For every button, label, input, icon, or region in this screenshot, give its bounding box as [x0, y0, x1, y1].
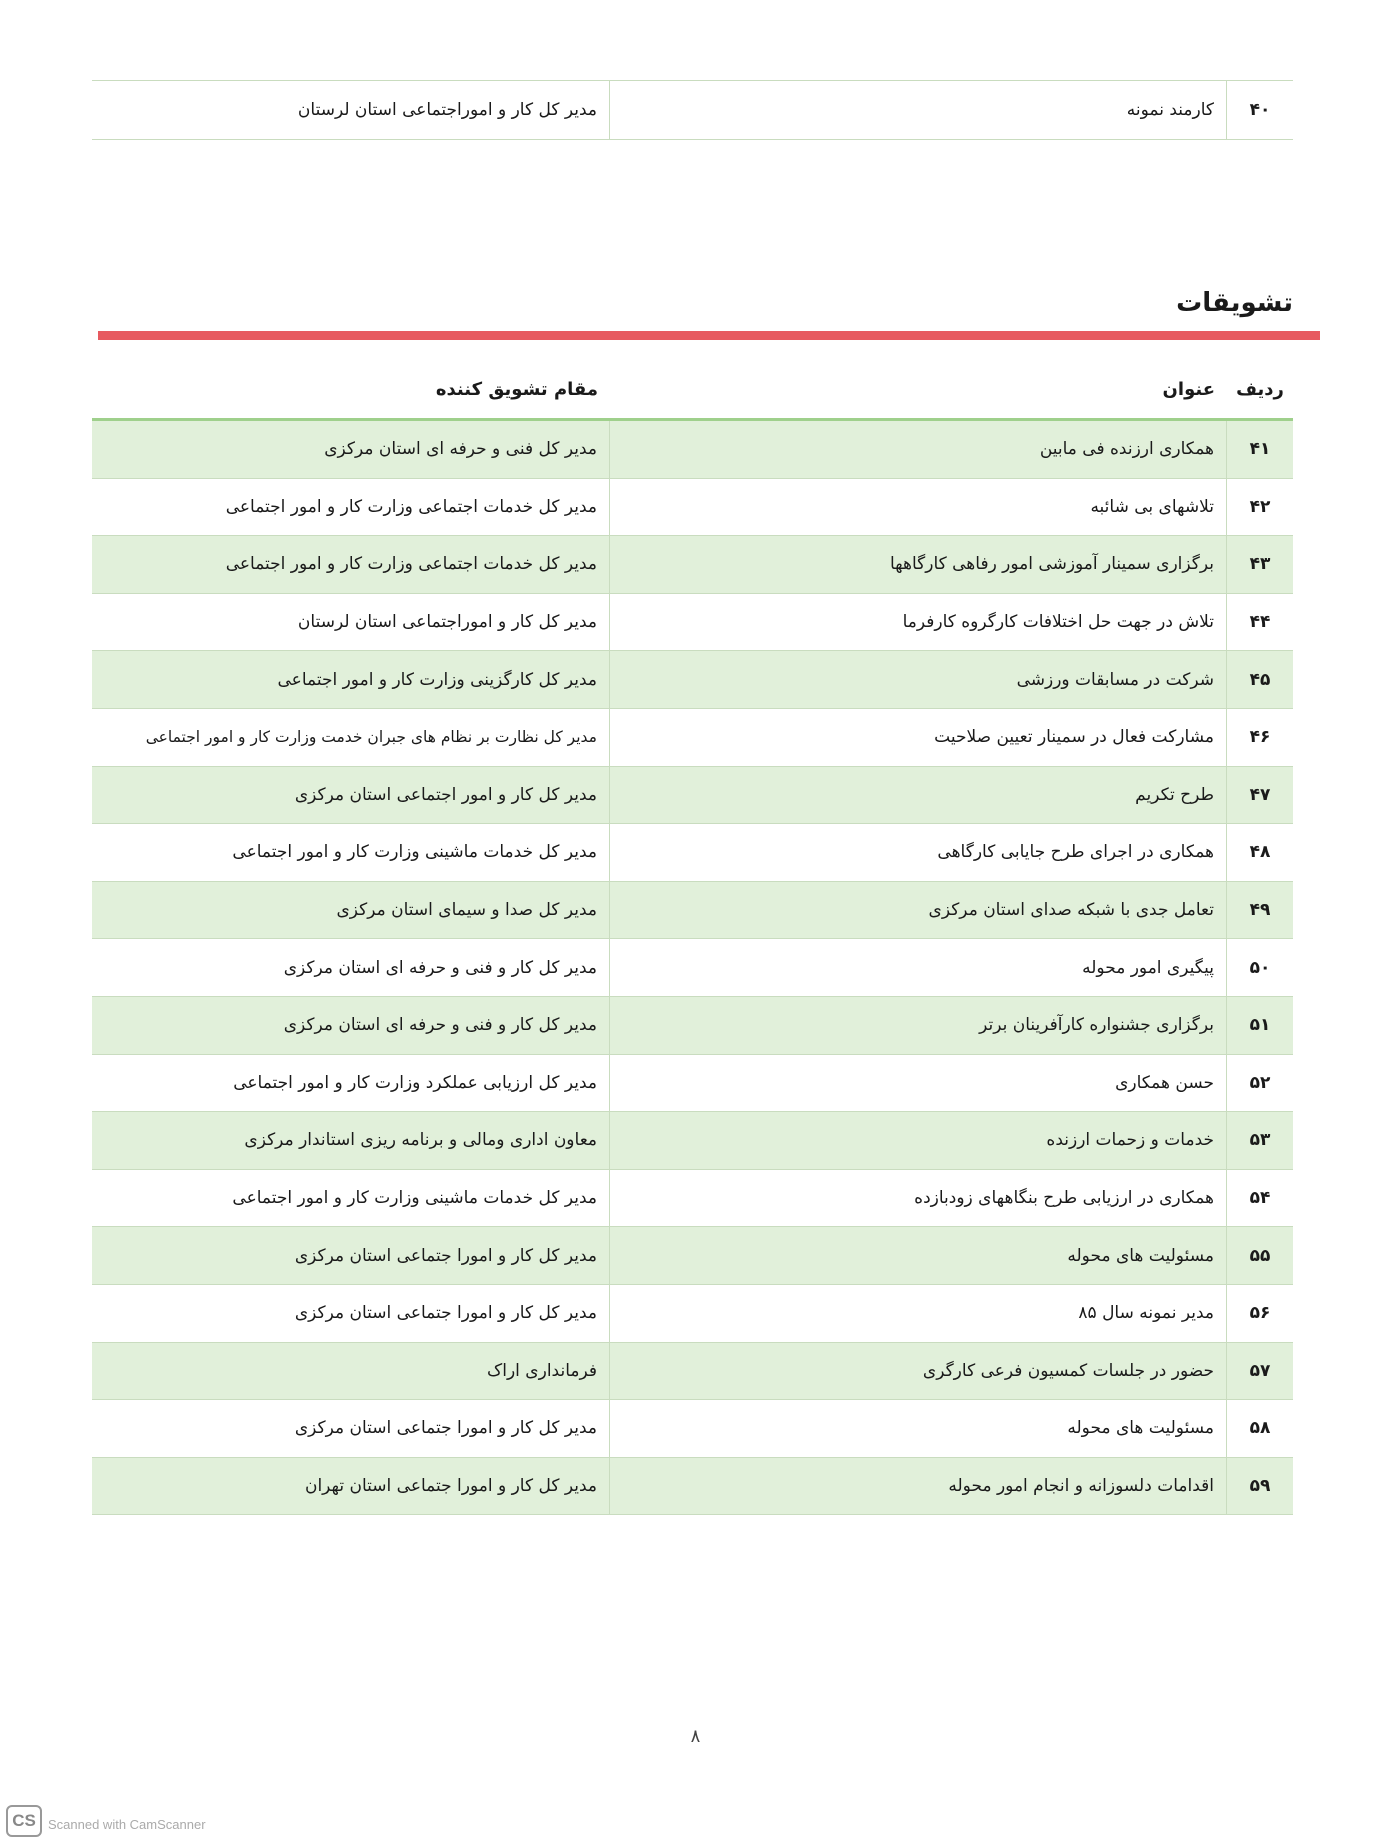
row-authority: مدیر کل کار و امورا جتماعی استان تهران: [304, 1475, 597, 1496]
table-row: [92, 997, 1293, 1055]
table-row: [92, 1170, 1293, 1228]
continued-table-row: [92, 80, 1293, 140]
row-title: تلاشهای بی شائبه: [609, 479, 1226, 536]
row-title: طرح تکریم: [609, 767, 1226, 824]
row-authority: مدیر کل ارزیابی عملکرد وزارت کار و امور اجتماعی: [233, 1072, 597, 1093]
row-authority: مدیر کل کار و فنی و حرفه ای استان مرکزی: [283, 1015, 597, 1036]
table-row: [92, 1112, 1293, 1170]
row-title: حضور در جلسات کمسیون فرعی کارگری: [609, 1343, 1226, 1400]
row-number: ۴۸: [1226, 824, 1293, 881]
row-title: مدیر نمونه سال ۸۵: [609, 1285, 1226, 1342]
row-title: کارمند نمونه: [609, 81, 1226, 139]
row-title: مسئولیت های محوله: [609, 1400, 1226, 1457]
table-row: [92, 1055, 1293, 1113]
table-row: [92, 594, 1293, 652]
row-authority: مدیر کل کار و امور اجتماعی استان مرکزی: [294, 784, 597, 805]
row-authority: مدیر کل فنی و حرفه ای استان مرکزی: [324, 439, 597, 460]
row-title: همکاری در اجرای طرح جایابی کارگاهی: [609, 824, 1226, 881]
row-title: اقدامات دلسوزانه و انجام امور محوله: [609, 1458, 1226, 1515]
row-number: ۴۵: [1226, 651, 1293, 708]
row-authority: مدیر کل کار و اموراجتماعی استان لرستان: [297, 612, 597, 633]
row-number: ۵۸: [1226, 1400, 1293, 1457]
row-number: ۴۹: [1226, 882, 1293, 939]
row-authority: مدیر کل کار و امورا جتماعی استان مرکزی: [294, 1418, 597, 1439]
row-number: ۴۳: [1226, 536, 1293, 593]
table-row: [92, 536, 1293, 594]
row-title: همکاری ارزنده فی مابین: [609, 421, 1226, 478]
row-number: ۵۹: [1226, 1458, 1293, 1515]
row-authority: معاون اداری ومالی و برنامه ریزی استاندار مرکزی: [244, 1130, 597, 1151]
row-authority: مدیر کل کار و فنی و حرفه ای استان مرکزی: [283, 957, 597, 978]
row-authority: مدیر کل خدمات اجتماعی وزارت کار و امور اجتماعی: [225, 554, 597, 575]
table-row: [92, 767, 1293, 825]
table-row: [92, 651, 1293, 709]
commendations-table: [92, 360, 1293, 1515]
row-title: پیگیری امور محوله: [609, 939, 1226, 996]
row-number: ۵۳: [1226, 1112, 1293, 1169]
page-number: ۸: [690, 1726, 701, 1747]
row-title: مشارکت فعال در سمینار تعیین صلاحیت: [609, 709, 1226, 766]
section-title: تشویقات: [1176, 288, 1293, 318]
header-authority: مقام تشویق کننده: [435, 378, 598, 400]
row-number: ۴۴: [1226, 594, 1293, 651]
row-authority: مدیر کل کار و امورا جتماعی استان مرکزی: [294, 1303, 597, 1324]
table-row: [92, 1343, 1293, 1401]
table-row: [92, 1400, 1293, 1458]
row-authority: مدیر کل کارگزینی وزارت کار و امور اجتماعی: [277, 669, 597, 690]
scanner-watermark: Scanned with CamScanner: [48, 1817, 206, 1832]
table-row: [92, 824, 1293, 882]
row-authority: فرمانداری اراک: [487, 1360, 597, 1381]
row-title: تعامل جدی با شبکه صدای استان مرکزی: [609, 882, 1226, 939]
row-authority: مدیر کل خدمات ماشینی وزارت کار و امور اجتماعی: [232, 1188, 597, 1209]
table-row: [92, 1285, 1293, 1343]
header-title: عنوان: [1162, 378, 1215, 400]
row-number: ۵۰: [1226, 939, 1293, 996]
table-header: [92, 360, 1293, 421]
row-title: برگزاری جشنواره کارآفرینان برتر: [609, 997, 1226, 1054]
row-number: ۵۵: [1226, 1227, 1293, 1284]
section-divider: [98, 331, 1320, 340]
row-authority: مدیر کل خدمات اجتماعی وزارت کار و امور اجتماعی: [225, 496, 597, 517]
row-number: ۴۱: [1226, 421, 1293, 478]
camscanner-logo-icon: CS: [6, 1805, 42, 1837]
row-number: ۵۴: [1226, 1170, 1293, 1227]
table-row: [92, 939, 1293, 997]
table-row: [92, 479, 1293, 537]
table-row: [92, 1458, 1293, 1516]
table-row: [92, 882, 1293, 940]
row-number: ۴۰: [1226, 81, 1293, 139]
row-authority: مدیر کل خدمات ماشینی وزارت کار و امور اجتماعی: [232, 842, 597, 863]
table-row: [92, 709, 1293, 767]
row-title: حسن همکاری: [609, 1055, 1226, 1112]
row-title: تلاش در جهت حل اختلافات کارگروه کارفرما: [609, 594, 1226, 651]
row-title: برگزاری سمینار آموزشی امور رفاهی کارگاهها: [609, 536, 1226, 593]
row-authority: مدیر کل نظارت بر نظام های جبران خدمت وزارت کار و امور اجتماعی: [145, 728, 597, 747]
row-authority: مدیر کل کار و اموراجتماعی استان لرستان: [297, 100, 597, 120]
row-authority: مدیر کل صدا و سیمای استان مرکزی: [336, 900, 597, 921]
table-row: [92, 421, 1293, 479]
row-title: خدمات و زحمات ارزنده: [609, 1112, 1226, 1169]
row-authority: مدیر کل کار و امورا جتماعی استان مرکزی: [294, 1245, 597, 1266]
row-number: ۵۶: [1226, 1285, 1293, 1342]
row-title: همکاری در ارزیابی طرح بنگاههای زودبازده: [609, 1170, 1226, 1227]
row-number: ۴۶: [1226, 709, 1293, 766]
row-number: ۵۷: [1226, 1343, 1293, 1400]
row-title: مسئولیت های محوله: [609, 1227, 1226, 1284]
row-number: ۵۲: [1226, 1055, 1293, 1112]
header-number: ردیف: [1236, 378, 1284, 400]
table-row: [92, 1227, 1293, 1285]
row-number: ۵۱: [1226, 997, 1293, 1054]
row-number: ۴۷: [1226, 767, 1293, 824]
row-number: ۴۲: [1226, 479, 1293, 536]
row-title: شرکت در مسابقات ورزشی: [609, 651, 1226, 708]
